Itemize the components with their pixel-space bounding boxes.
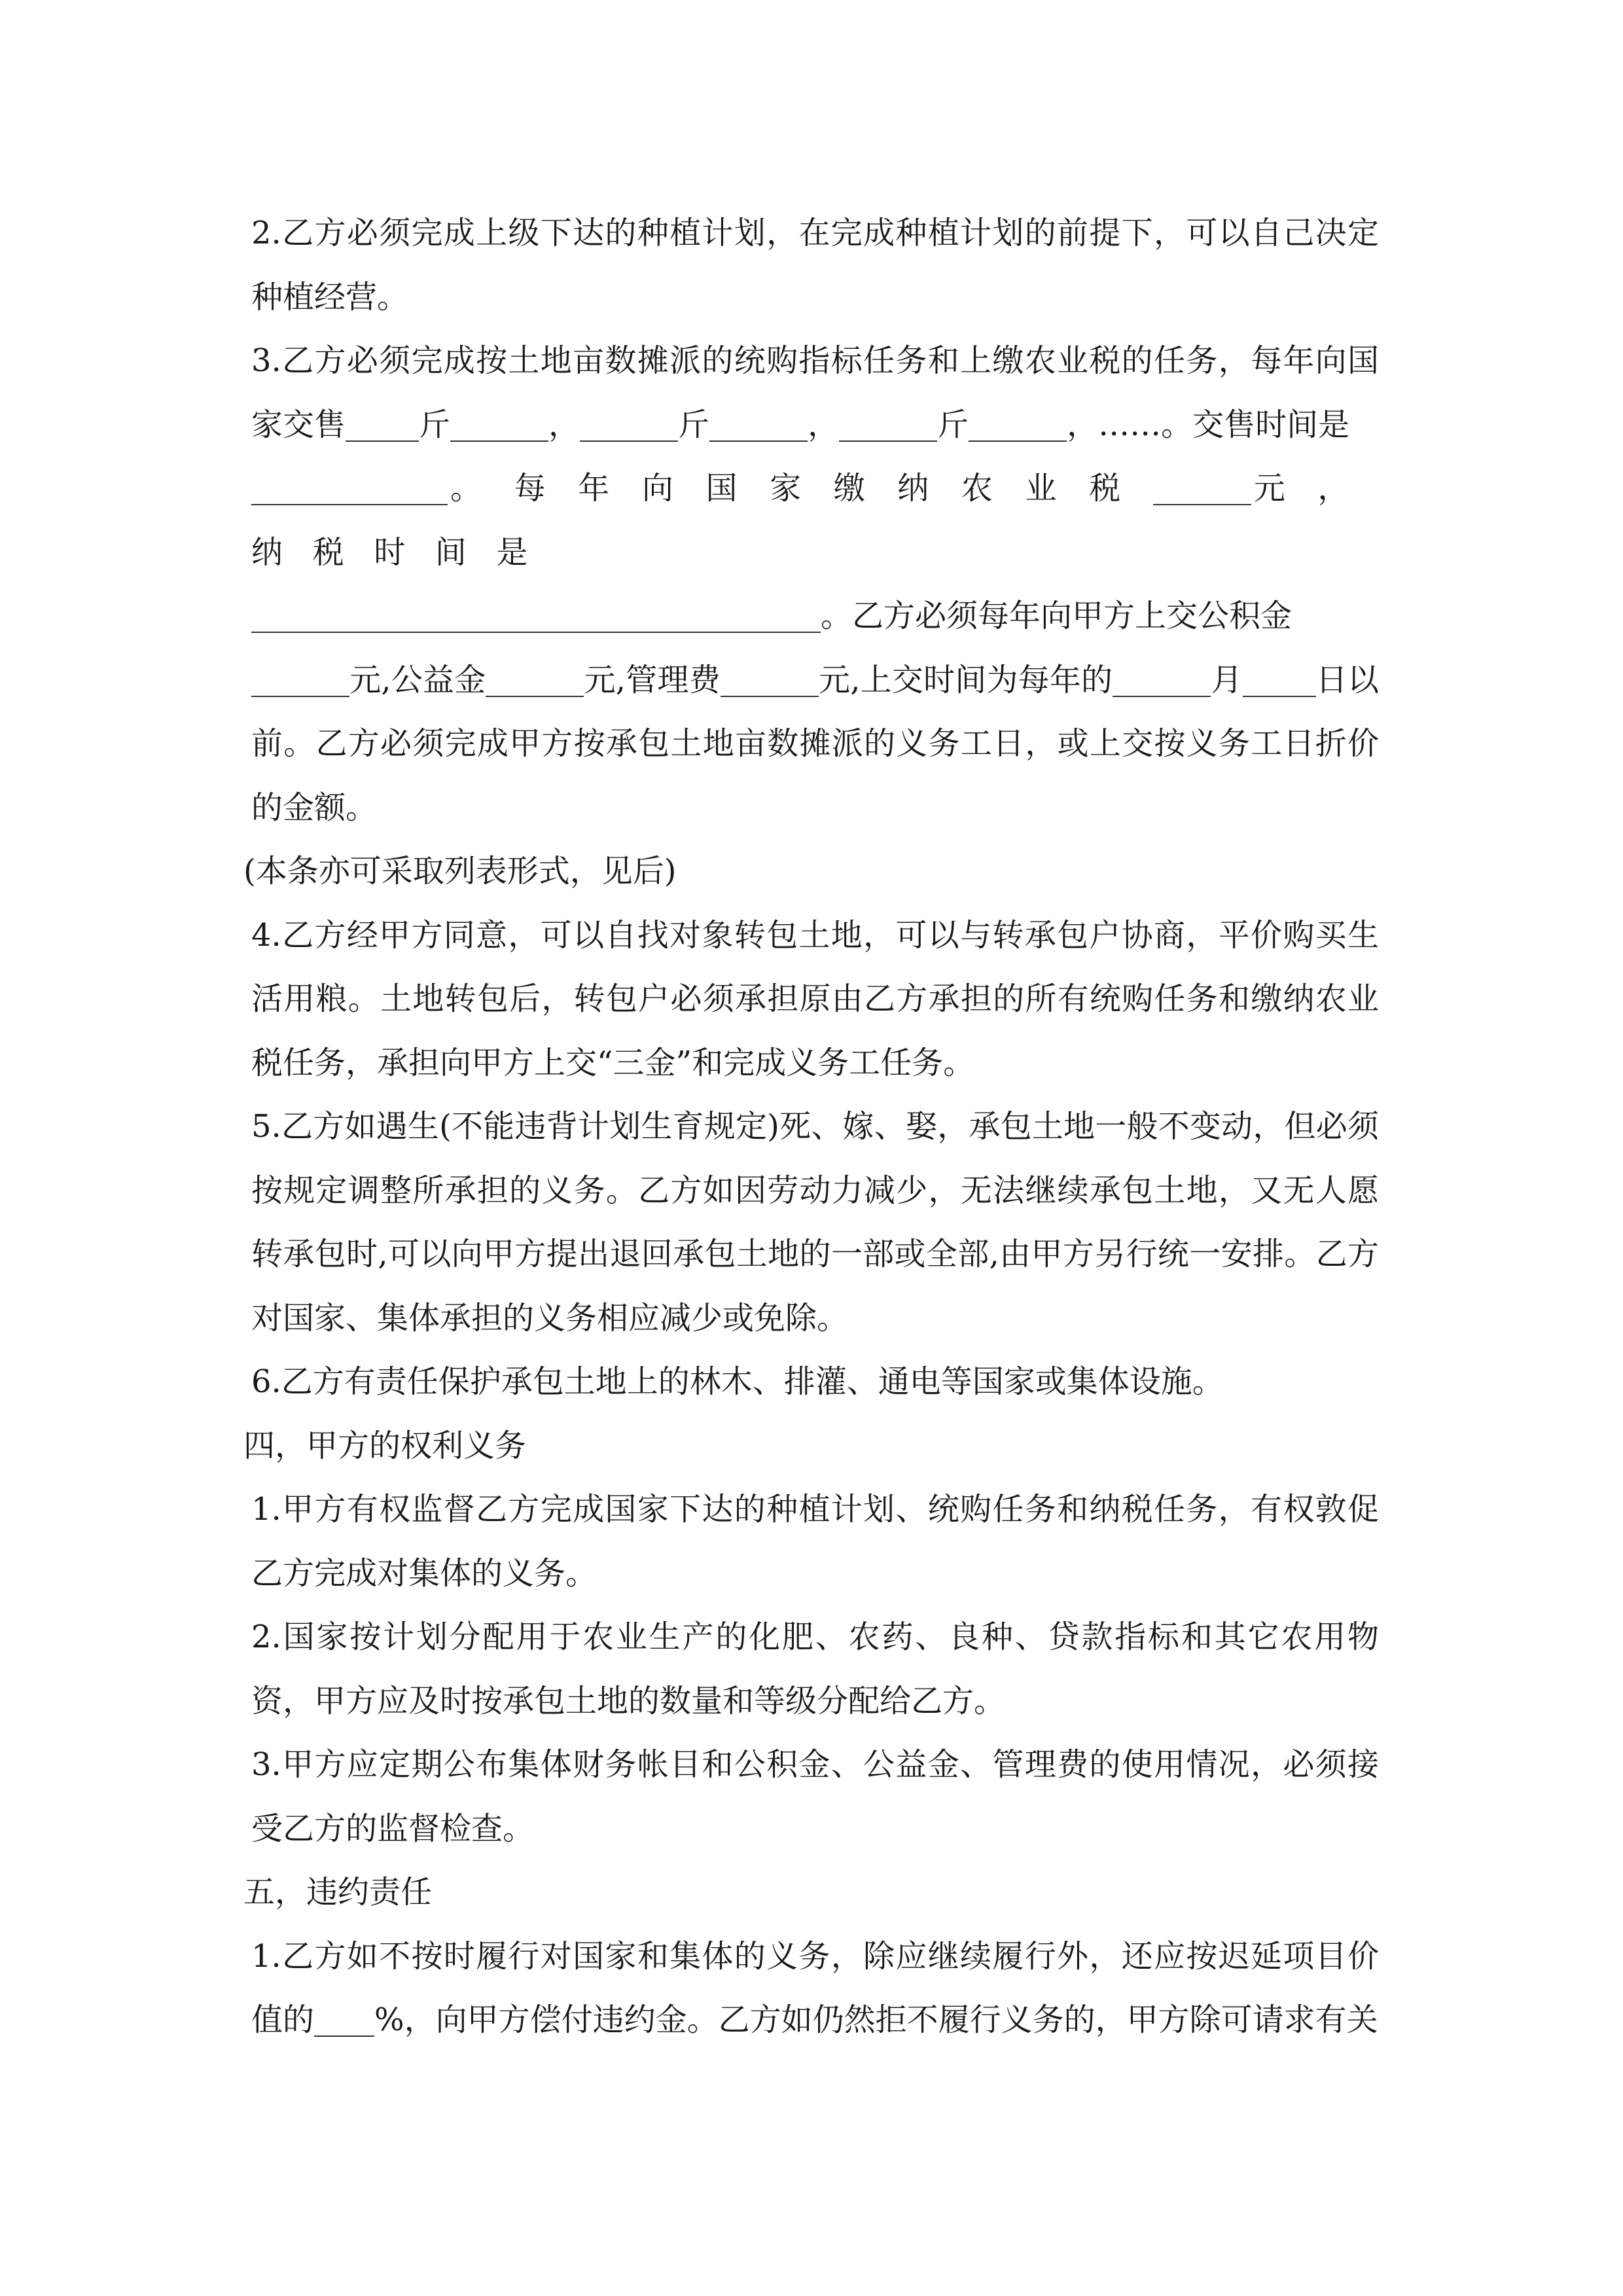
blank-field[interactable] — [1243, 663, 1316, 697]
blank-field[interactable] — [486, 663, 584, 697]
blank-field[interactable] — [839, 408, 937, 442]
clause-3-4: 4.乙方经甲方同意，可以自找对象转包土地，可以与转承包户协商，平价购买生活用粮。土地转包后，转包户必须承担原由乙方承担的所有统购任务和缴纳农业税任务，承担向甲方上交“三金”和完成义务工任务。 — [251, 916, 1379, 1081]
blank-field[interactable] — [721, 663, 819, 697]
clause-4-2: 2.国家按计划分配用于农业生产的化肥、农药、良种、贷款指标和其它农用物资，甲方应及时按承包土地的数量和等级分配给乙方。 — [251, 1619, 1379, 1719]
clause-3-3: 3.乙方必须完成按土地亩数摊派的统购指标任务和上缴农业税的任务，每年向国家交售 斤 ， 斤 ， 斤 ，……。交售时间是 。每年向国家缴纳农业税 元，纳税时间是 。乙方必须每年向甲方上交公积金 元,公益金 元,管理费 元,上交时间为每年的 月 日以前。乙方必须完成甲方按承包土地亩数摊派的义务工日，或上交按义务工日折价的金额。 — [251, 342, 1379, 826]
clause-4-3: 3.甲方应定期公布集体财务帐目和公积金、公益金、管理费的使用情况，必须接受乙方的监督检查。 — [251, 1746, 1379, 1847]
blank-field[interactable] — [251, 663, 349, 697]
blank-field[interactable] — [709, 408, 808, 442]
blank-field[interactable] — [1113, 663, 1211, 697]
clause-5-1: 1.乙方如不按时履行对国家和集体的义务，除应继续履行外，还应按迟延项目价值的 %，向甲方偿付违约金。乙方如仍然拒不履行义务的，甲方除可请求有关 — [251, 1937, 1379, 2038]
blank-field[interactable] — [314, 2003, 374, 2037]
clause-4-1: 1.甲方有权监督乙方完成国家下达的种植计划、统购任务和纳税任务，有权敦促乙方完成对集体的义务。 — [251, 1491, 1379, 1592]
note-table-form: (本条亦可采取列表形式，见后) — [243, 853, 677, 889]
clause-3-6: 6.乙方有责任保护承包土地上的林木、排灌、通电等国家或集体设施。 — [251, 1363, 1224, 1400]
section-heading-4: 四，甲方的权利义务 — [243, 1427, 527, 1464]
blank-field[interactable] — [1153, 471, 1251, 505]
clause-3-2: 2.乙方必须完成上级下达的种植计划，在完成种植计划的前提下，可以自己决定种植经营。 — [251, 215, 1379, 315]
blank-field[interactable] — [580, 408, 678, 442]
document-body — [243, 202, 1379, 2053]
blank-field[interactable] — [251, 599, 821, 633]
blank-field[interactable] — [969, 408, 1067, 442]
blank-field[interactable] — [251, 471, 448, 505]
section-heading-5: 五，违约责任 — [243, 1874, 433, 1910]
blank-field[interactable] — [450, 408, 548, 442]
clause-3-5: 5.乙方如遇生(不能违背计划生育规定)死、嫁、娶，承包土地一般不变动，但必须按规定调整所承担的义务。乙方如因劳动力减少，无法继续承包土地，又无人愿转承包时,可以向甲方提出退回承包土地的一部或全部,由甲方另行统一安排。乙方对国家、集体承担的义务相应减少或免除。 — [251, 1108, 1379, 1336]
blank-field[interactable] — [346, 408, 419, 442]
